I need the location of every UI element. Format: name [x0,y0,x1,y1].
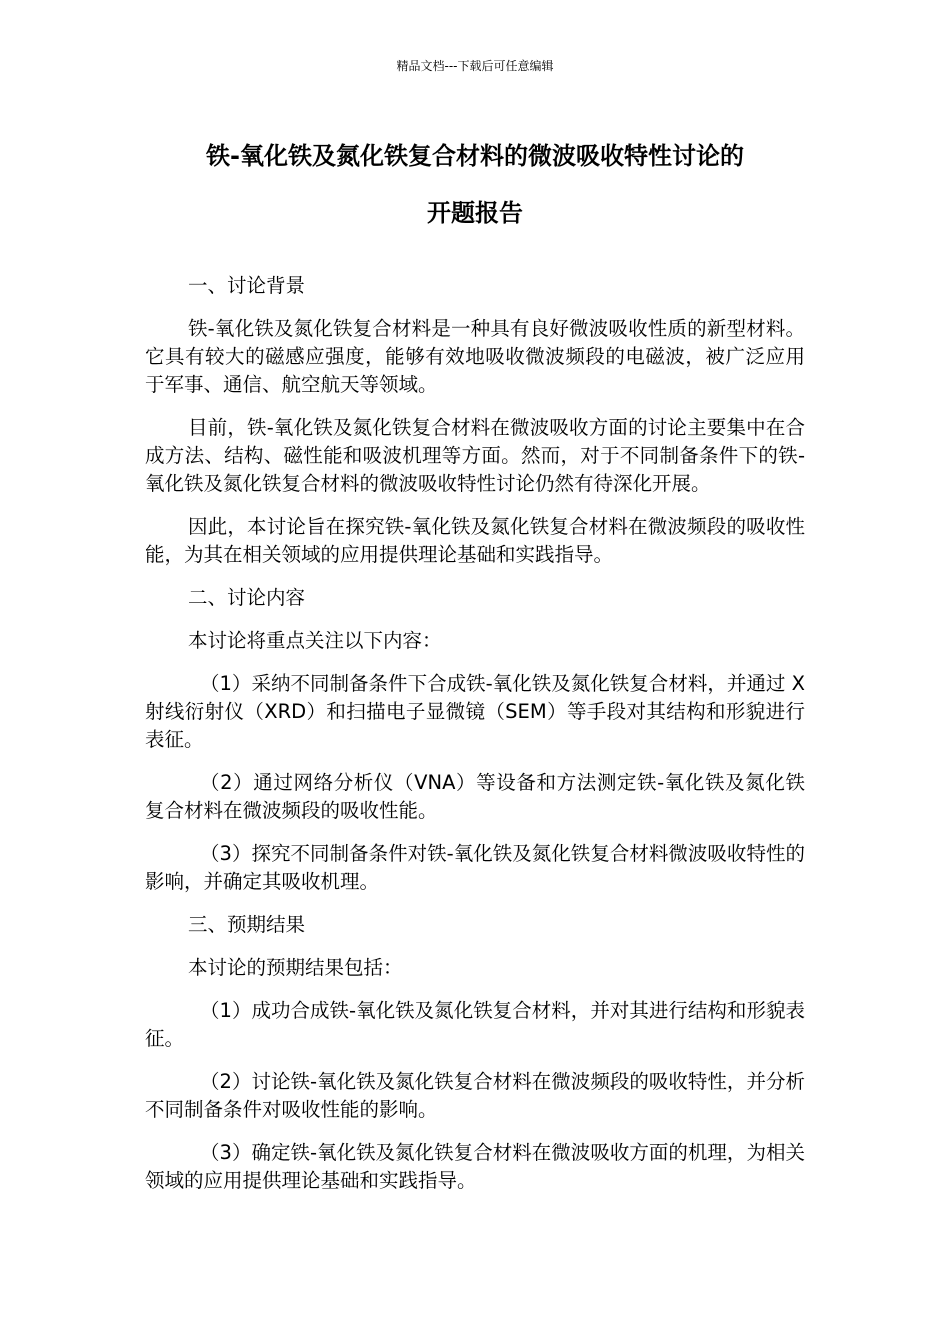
paragraph: 本讨论的预期结果包括： [188,956,403,979]
document-title-line-1: 铁-氧化铁及氮化铁复合材料的微波吸收特性讨论的 [206,142,744,170]
list-item: （2）通过网络分析仪（VNA）等设备和方法测定铁-氧化铁及氮化铁复合材料在微波频段的吸收性能。 [145,771,805,822]
paragraph: 铁-氧化铁及氮化铁复合材料是一种具有良好微波吸收性质的新型材料。它具有较大的磁感应强度，能够有效地吸收微波频段的电磁波，被广泛应用于军事、通信、航空航天等领域。 [145,317,805,396]
document-body [145,272,805,1210]
list-item: （1）采纳不同制备条件下合成铁-氧化铁及氮化铁复合材料，并通过 X 射线衍射仪（XRD）和扫描电子显微镜（SEM）等手段对其结构和形貌进行表征。 [145,672,805,751]
section-heading-background: 一、讨论背景 [188,274,306,297]
list-item: （1）成功合成铁-氧化铁及氮化铁复合材料，并对其进行结构和形貌表征。 [145,999,805,1050]
list-item: （2）讨论铁-氧化铁及氮化铁复合材料在微波频段的吸收特性，并分析不同制备条件对吸收性能的影响。 [145,1070,805,1121]
header-note: 精品文档---下载后可任意编辑 [396,59,554,73]
section-heading-expected-results: 三、预期结果 [188,913,306,936]
document-title-line-2: 开题报告 [427,199,523,227]
list-item: （3）探究不同制备条件对铁-氧化铁及氮化铁复合材料微波吸收特性的影响，并确定其吸收机理。 [145,842,805,893]
paragraph: 因此，本讨论旨在探究铁-氧化铁及氮化铁复合材料在微波频段的吸收性能，为其在相关领域的应用提供理论基础和实践指导。 [145,515,805,566]
list-item: （3）确定铁-氧化铁及氮化铁复合材料在微波吸收方面的机理，为相关领域的应用提供理论基础和实践指导。 [145,1141,805,1192]
section-heading-content: 二、讨论内容 [188,586,306,609]
paragraph: 本讨论将重点关注以下内容： [188,629,442,652]
paragraph: 目前，铁-氧化铁及氮化铁复合材料在微波吸收方面的讨论主要集中在合成方法、结构、磁性能和吸波机理等方面。然而，对于不同制备条件下的铁-氧化铁及氮化铁复合材料的微波吸收特性讨论仍然有待深化开展。 [145,416,805,495]
